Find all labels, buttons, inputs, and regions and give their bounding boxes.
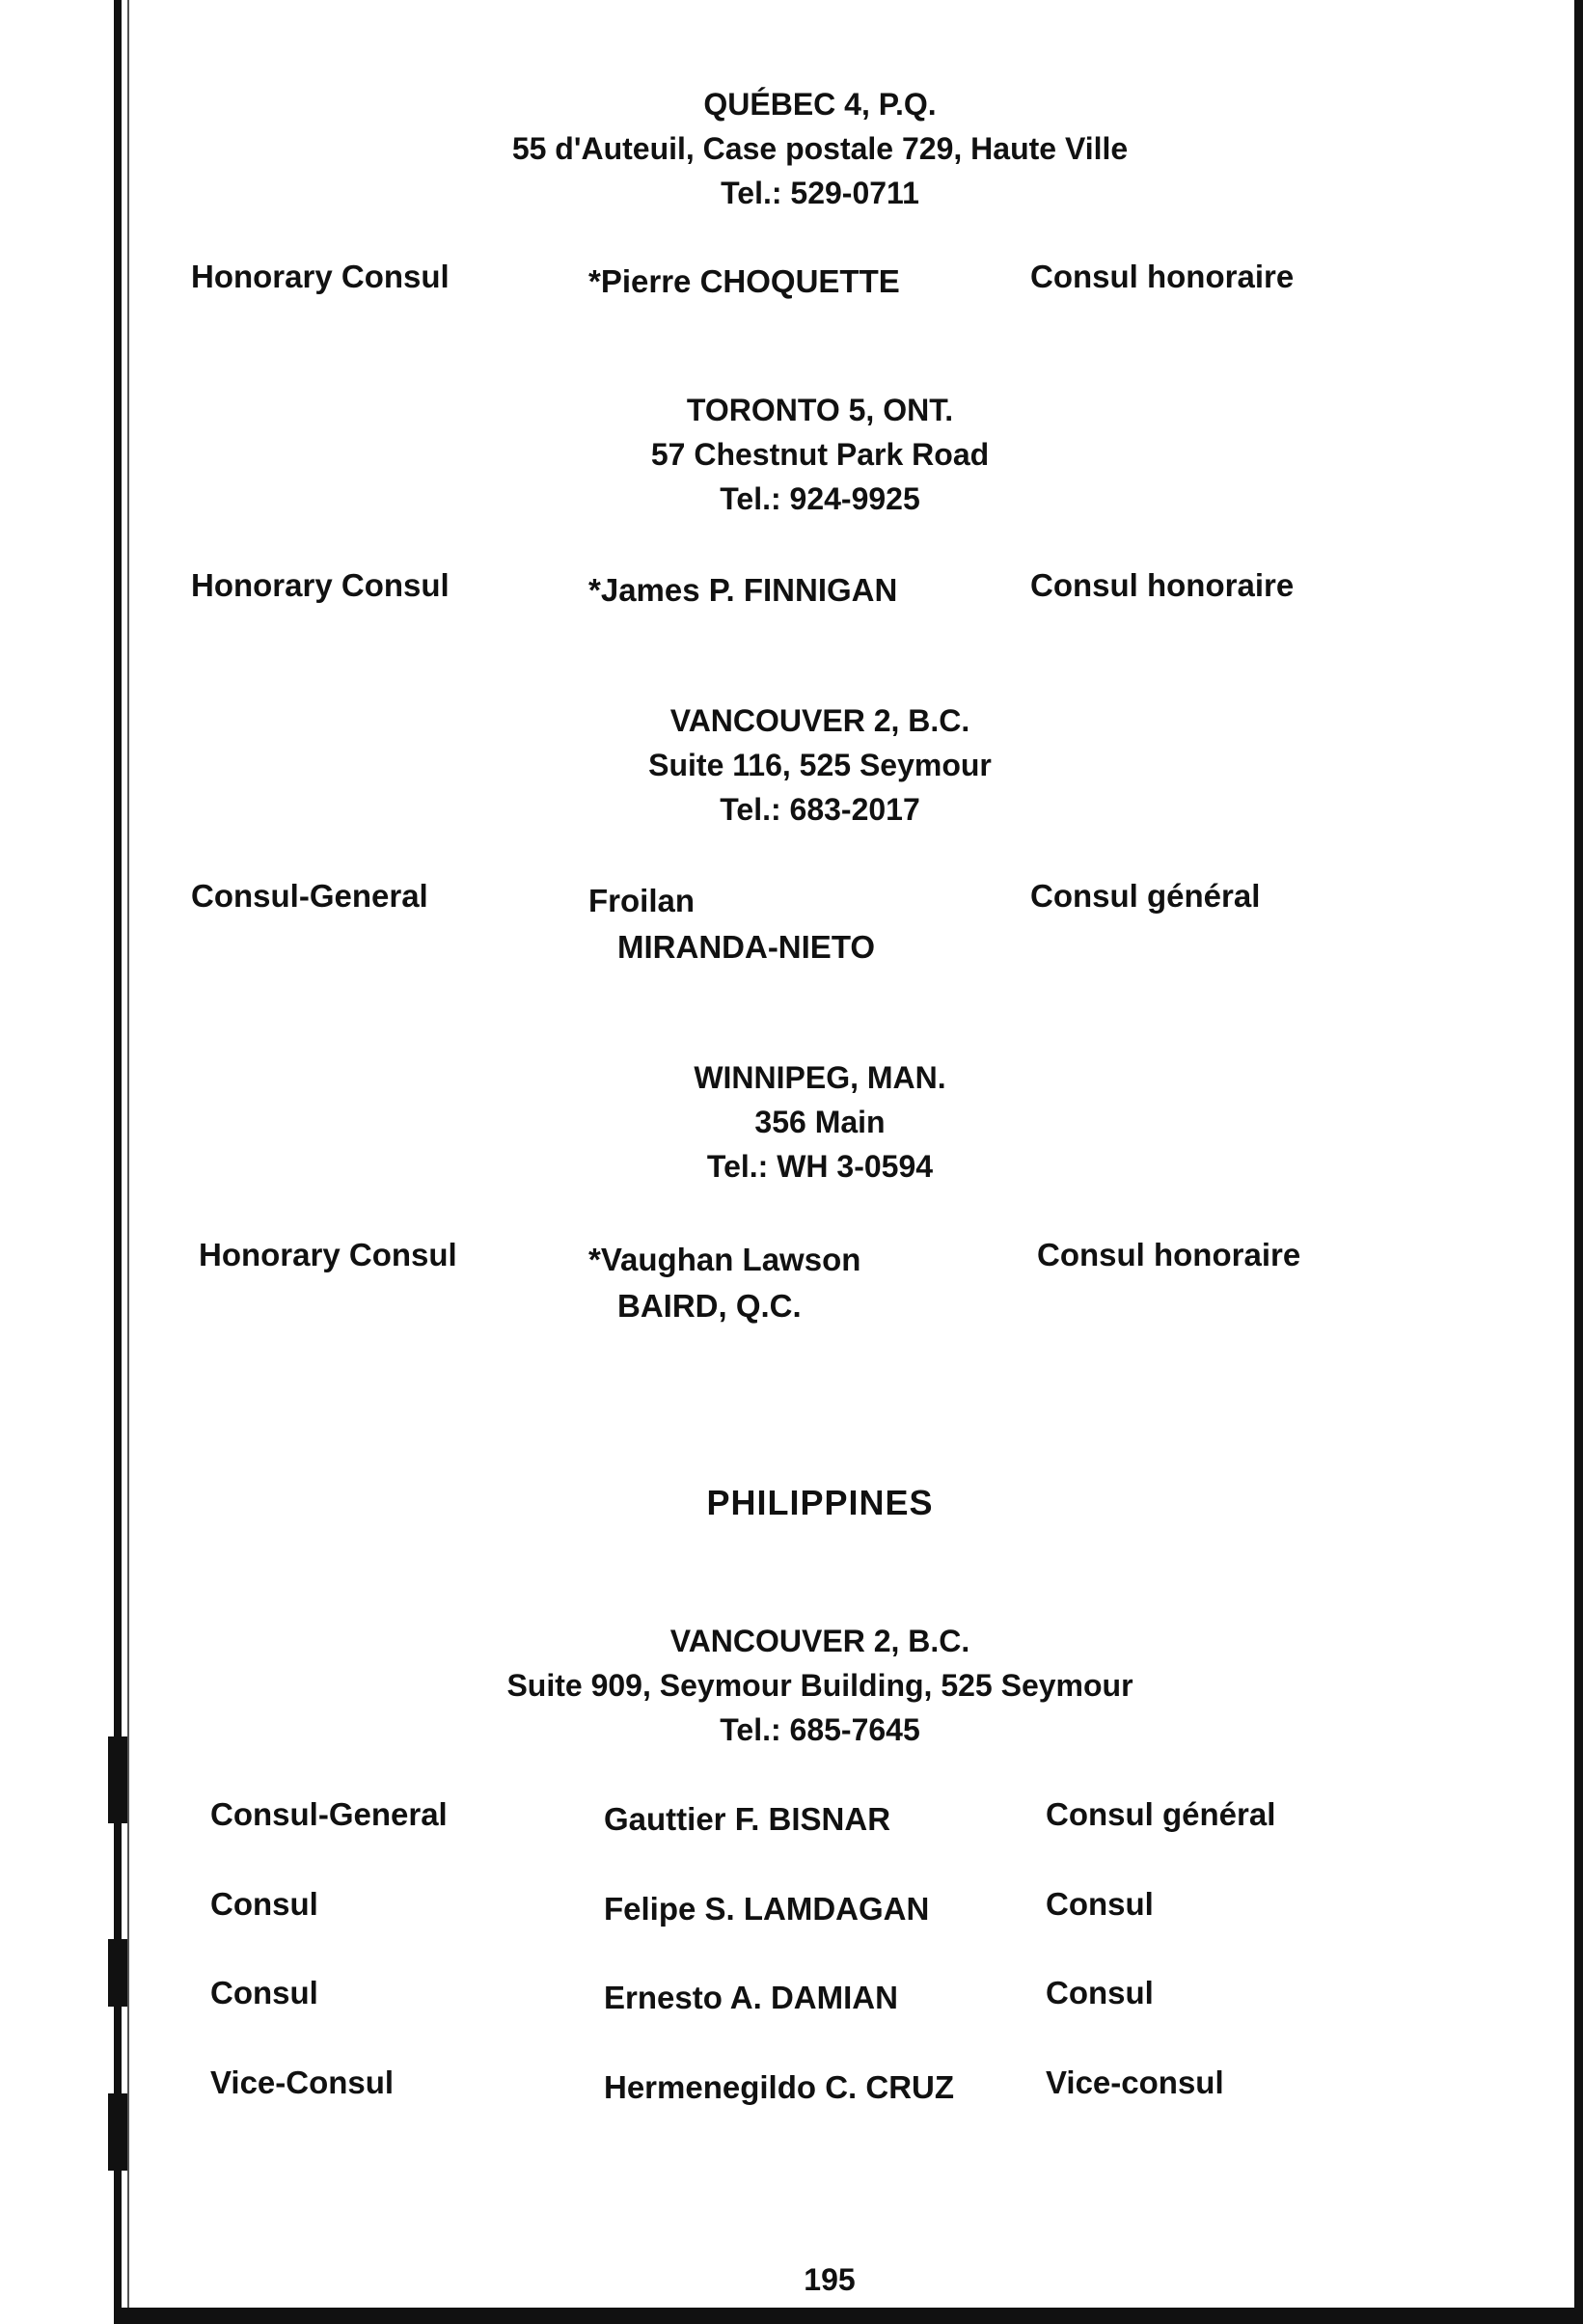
staff-name: Gauttier F. BISNAR — [604, 1801, 891, 1837]
staff-name — [588, 1237, 860, 1329]
staff-name-line: *Vaughan Lawson — [588, 1242, 861, 1277]
staff-name — [588, 878, 875, 971]
title-english: Honorary Consul — [191, 259, 450, 294]
country-heading: PHILIPPINES — [706, 1483, 934, 1522]
office-header-quebec — [289, 82, 1351, 215]
office-city: QUÉBEC 4, P.Q. — [703, 87, 937, 122]
title-french: Consul honoraire — [1030, 259, 1295, 294]
title-english: Vice-Consul — [210, 2064, 395, 2100]
staff-row — [0, 1975, 1583, 2071]
page-number: 195 — [804, 2262, 856, 2297]
staff-name-line: BAIRD, Q.C. — [617, 1288, 802, 1324]
staff-name-line: *James P. FINNIGAN — [588, 572, 898, 608]
title-french: Vice-consul — [1046, 2064, 1224, 2100]
office-header-vancouver — [289, 698, 1351, 832]
office-phone: Tel.: 924-9925 — [720, 481, 920, 516]
office-address: 55 d'Auteuil, Case postale 729, Haute Ville — [511, 131, 1129, 166]
title-french: Consul honoraire — [1030, 567, 1295, 603]
office-phone: Tel.: 529-0711 — [721, 176, 919, 210]
office-address: 57 Chestnut Park Road — [650, 437, 990, 472]
staff-name: Ernesto A. DAMIAN — [604, 1980, 898, 2015]
office-city: VANCOUVER 2, B.C. — [669, 1624, 970, 1658]
title-french: Consul général — [1046, 1796, 1276, 1832]
staff-row — [0, 2064, 1583, 2161]
office-address: Suite 909, Seymour Building, 525 Seymour — [506, 1668, 1133, 1703]
title-french: Consul général — [1030, 878, 1261, 914]
title-english: Consul — [210, 1975, 318, 2010]
staff-row — [0, 567, 1583, 664]
title-english: Consul — [210, 1886, 318, 1922]
office-phone: Tel.: 685-7645 — [720, 1712, 920, 1747]
office-header-winnipeg — [289, 1055, 1351, 1189]
staff-name — [588, 259, 900, 305]
staff-name: Hermenegildo C. CRUZ — [604, 2069, 955, 2105]
staff-row — [0, 878, 1583, 974]
office-city: TORONTO 5, ONT. — [686, 393, 954, 427]
office-header-philippines-vancouver — [289, 1619, 1351, 1752]
staff-row — [0, 259, 1583, 355]
title-french: Consul — [1046, 1975, 1154, 2010]
title-french: Consul honoraire — [1037, 1237, 1301, 1272]
title-english: Honorary Consul — [199, 1237, 457, 1272]
staff-name-line: *Pierre CHOQUETTE — [588, 263, 900, 299]
staff-name: Felipe S. LAMDAGAN — [604, 1891, 930, 1927]
office-address: Suite 116, 525 Seymour — [648, 748, 992, 782]
staff-name-line: Froilan — [588, 883, 696, 918]
staff-name-line: MIRANDA-NIETO — [617, 929, 876, 965]
staff-row — [0, 1886, 1583, 1982]
office-address: 356 Main — [754, 1105, 886, 1139]
office-phone: Tel.: WH 3-0594 — [706, 1149, 934, 1184]
office-city: VANCOUVER 2, B.C. — [669, 703, 970, 738]
title-english: Consul-General — [191, 878, 428, 914]
staff-name — [588, 567, 897, 614]
staff-row — [0, 1237, 1583, 1333]
title-english: Honorary Consul — [191, 567, 450, 603]
staff-row — [0, 1796, 1583, 1893]
office-phone: Tel.: 683-2017 — [720, 792, 920, 827]
office-header-toronto — [289, 388, 1351, 521]
office-city: WINNIPEG, MAN. — [694, 1060, 946, 1095]
title-french: Consul — [1046, 1886, 1154, 1922]
title-english: Consul-General — [210, 1796, 448, 1832]
